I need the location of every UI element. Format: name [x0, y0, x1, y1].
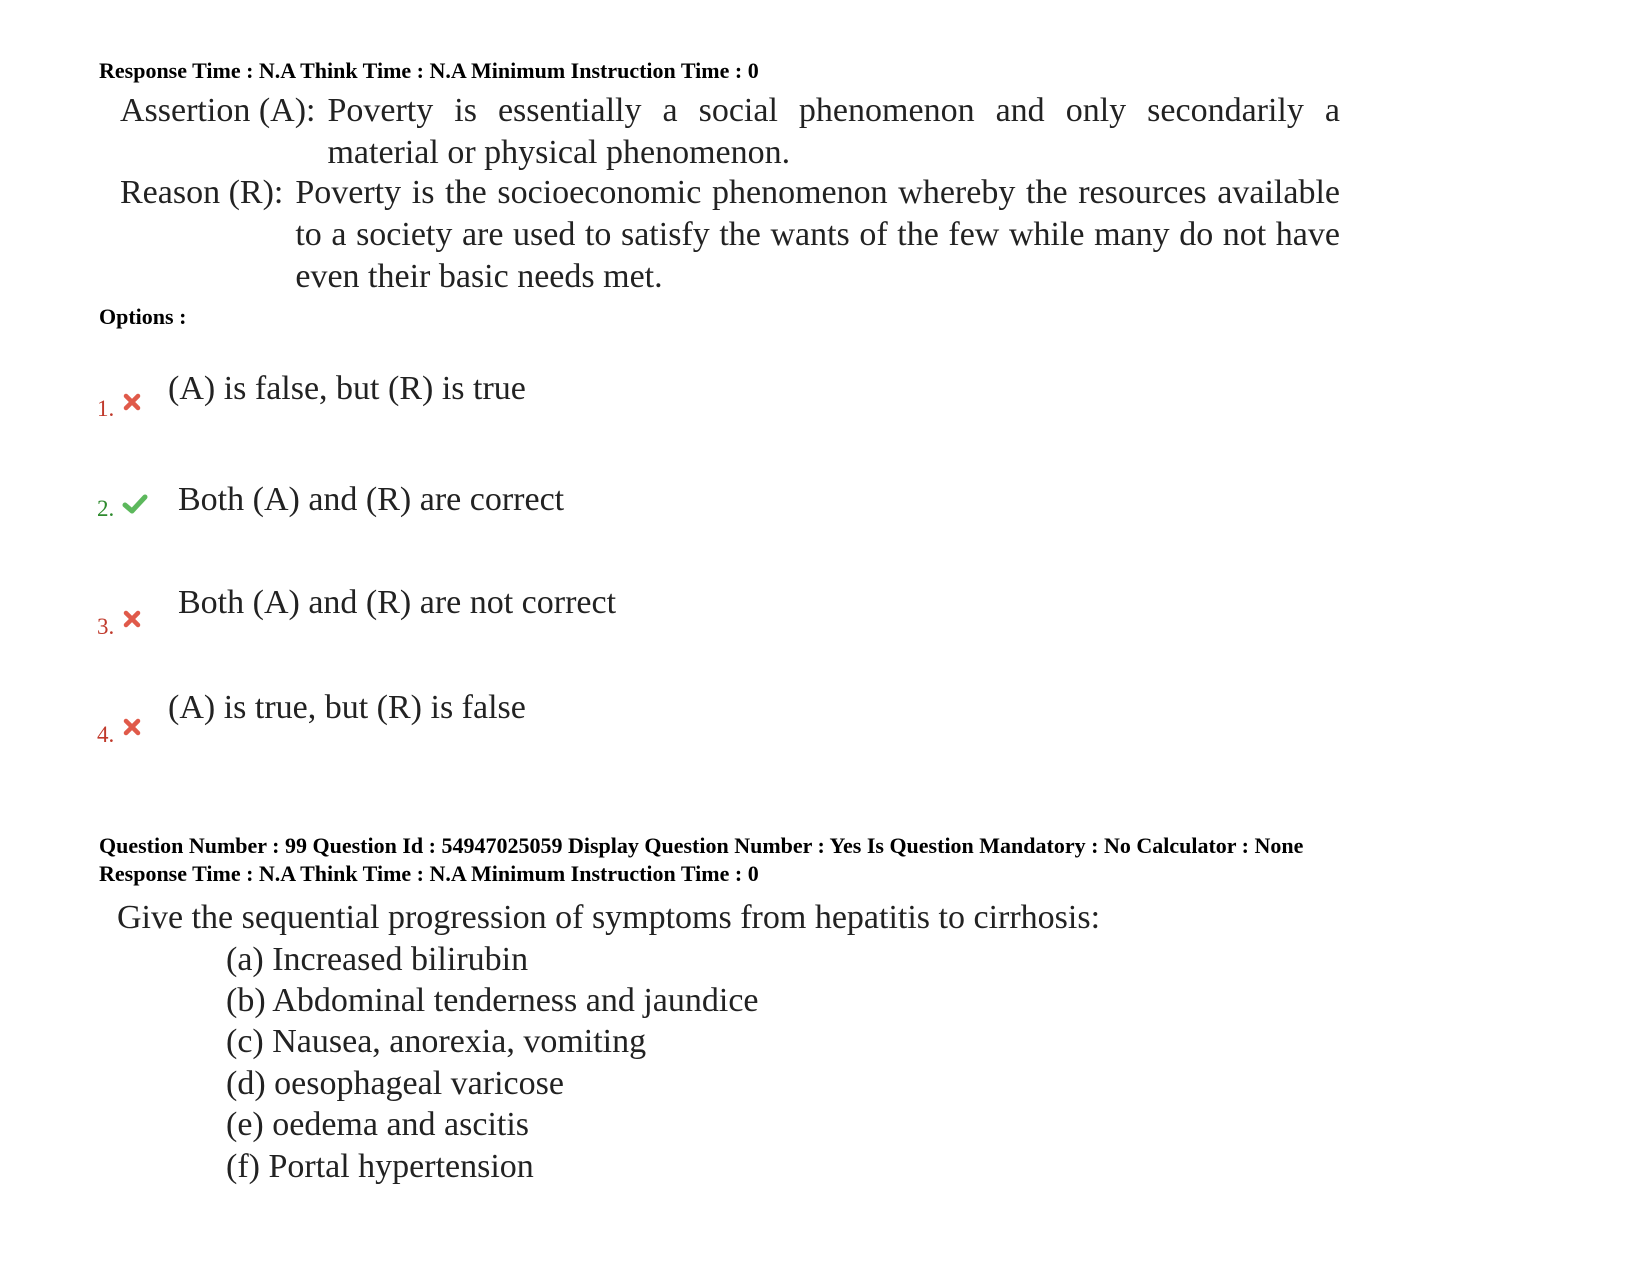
cross-icon: [121, 716, 143, 738]
reason-text: Poverty is the socioeconomic phenomenon whereby the resources available to a society are used to satisfy the wants of the few while many do not have even their basic needs met.: [295, 174, 1340, 295]
option-1-number: 1.: [97, 396, 115, 421]
option-2-text: Both (A) and (R) are correct: [178, 481, 565, 518]
list-item: (b) Abdominal tenderness and jaundice: [226, 982, 759, 1019]
reason-label: Reason (R):: [120, 174, 284, 211]
list-item: (e) oedema and ascitis: [226, 1106, 530, 1143]
cross-icon: [121, 391, 143, 413]
list-item: (a) Increased bilirubin: [226, 941, 529, 978]
cross-icon: [121, 608, 143, 630]
option-2-number: 2.: [97, 496, 115, 521]
question-header-line: Question Number : 99 Question Id : 54947025059 Display Question Number : Yes Is Question Mandatory : No Calculator : None: [99, 833, 1304, 858]
response-time-line: Response Time : N.A Think Time : N.A Minimum Instruction Time : 0: [99, 861, 759, 886]
list-item: (c) Nausea, anorexia, vomiting: [226, 1023, 647, 1060]
option-3-text: Both (A) and (R) are not correct: [178, 584, 617, 621]
assertion-statement: [120, 90, 1340, 174]
option-4-number: 4.: [97, 722, 115, 747]
option-1-text: (A) is false, but (R) is true: [168, 370, 526, 407]
reason-statement: [120, 172, 1340, 298]
list-item: (f) Portal hypertension: [226, 1148, 534, 1185]
assertion-text: Poverty is essentially a social phenomenon and only secondarily a material or physical phenomenon.: [327, 92, 1340, 171]
response-time-line: Response Time : N.A Think Time : N.A Minimum Instruction Time : 0: [99, 58, 759, 83]
check-icon: [122, 493, 148, 515]
option-4-text: (A) is true, but (R) is false: [168, 689, 526, 726]
option-3-number: 3.: [97, 614, 115, 639]
options-label: Options :: [99, 304, 187, 329]
question-text: Give the sequential progression of symptoms from hepatitis to cirrhosis:: [117, 899, 1101, 936]
assertion-label: Assertion (A):: [120, 92, 316, 129]
list-item: (d) oesophageal varicose: [226, 1065, 564, 1102]
